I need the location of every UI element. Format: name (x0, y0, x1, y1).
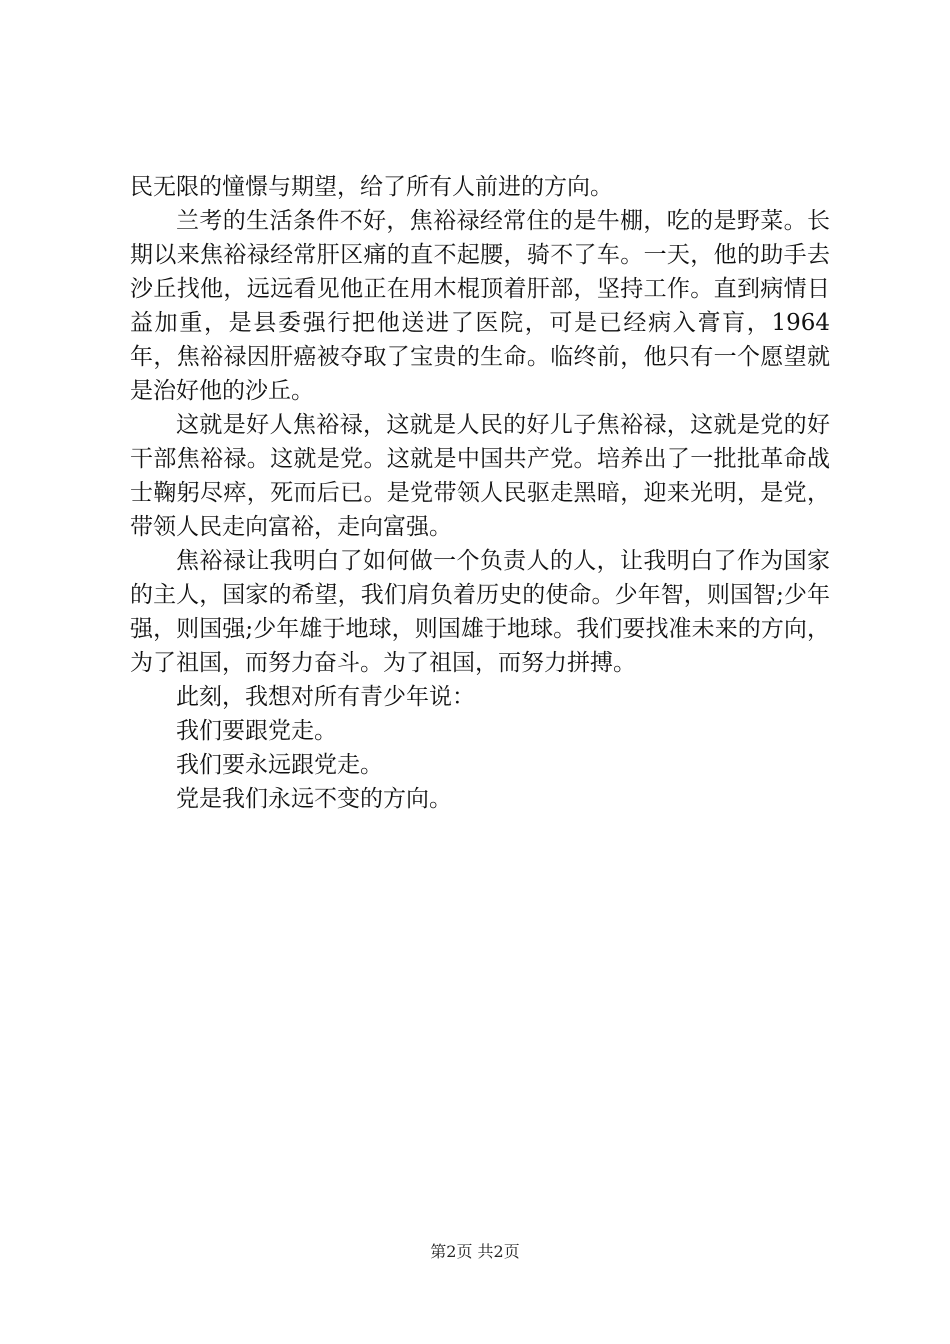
paragraph-direction: 党是我们永远不变的方向。 (176, 786, 452, 812)
paragraph-address: 此刻，我想对所有青少年说： (176, 684, 475, 710)
paragraph-lankao: 兰考的生活条件不好，焦裕禄经常住的是牛棚，吃的是野菜。长期以来焦裕禄经常肝区痛的直不起腰，骑不了车。一天，他的助手去沙丘找他，远远看见他正在用木棍顶着肝部，坚持工作。直到病情日益加重，是县委强行把他送进了医院，可是已经病入膏肓，1964年，焦裕禄因肝癌被夺取了宝贵的生命。临终前，他只有一个愿望就是治好他的沙丘。 (130, 208, 830, 404)
document-body (130, 170, 830, 816)
paragraph-continuation: 民无限的憧憬与期望，给了所有人前进的方向。 (130, 174, 613, 200)
page-number-footer: 第2页 共2页 (430, 1242, 520, 1261)
paragraph-follow-party: 我们要跟党走。 (176, 718, 337, 744)
paragraph-lesson: 焦裕禄让我明白了如何做一个负责人的人，让我明白了作为国家的主人，国家的希望，我们肩负着历史的使命。少年智，则国智;少年强，则国强;少年雄于地球，则国雄于地球。我们要找准未来的方向，为了祖国，而努力奋斗。为了祖国，而努力拼搏。 (130, 548, 830, 676)
paragraph-party: 这就是好人焦裕禄，这就是人民的好儿子焦裕禄，这就是党的好干部焦裕禄。这就是党。这就是中国共产党。培养出了一批批革命战士鞠躬尽瘁，死而后已。是党带领人民驱走黑暗，迎来光明，是党，带领人民走向富裕，走向富强。 (130, 412, 830, 540)
paragraph-always-follow: 我们要永远跟党走。 (176, 752, 383, 778)
